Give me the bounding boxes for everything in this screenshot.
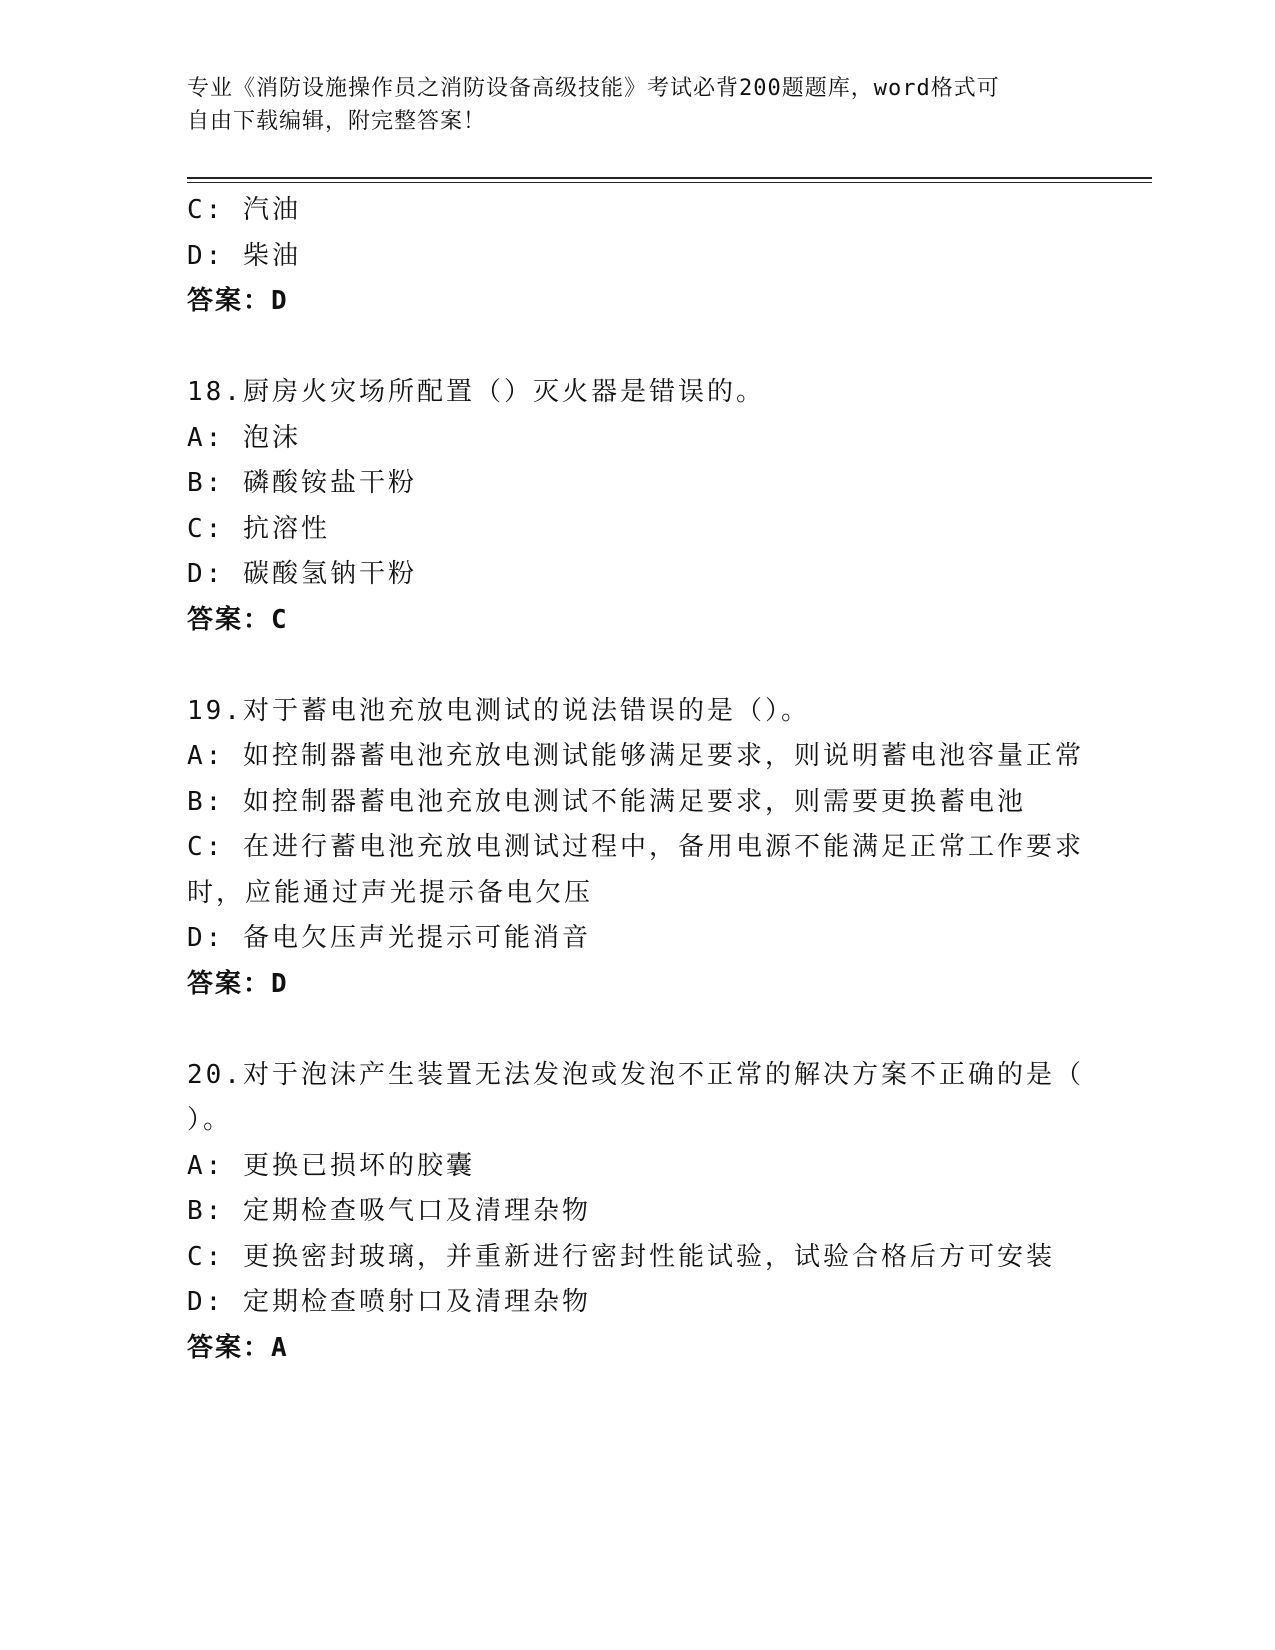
question-title: 18.厨房火灾场所配置（）灭火器是错误的。 — [187, 377, 765, 407]
option-c-continued: 时，应能通过声光提示备电欠压 — [187, 877, 594, 908]
option-c: C: 抗溶性 — [187, 513, 330, 544]
page-header — [187, 72, 1067, 138]
question-19 — [187, 689, 1087, 1008]
spacer — [187, 325, 1087, 371]
option-c: C: 汽油 — [187, 195, 301, 225]
answer-line: 答案：C — [187, 604, 289, 635]
answer-line: 答案：D — [187, 968, 289, 999]
question-title-continued: ）。 — [187, 1105, 233, 1135]
question-18 — [187, 370, 1087, 643]
header-divider-thick — [187, 177, 1152, 179]
option-d: D: 定期检查喷射口及清理杂物 — [187, 1287, 591, 1317]
spacer — [187, 643, 1087, 689]
option-b: B: 如控制器蓄电池充放电测试不能满足要求，则需要更换蓄电池 — [187, 786, 1026, 817]
answer-line: 答案：A — [187, 1332, 289, 1363]
option-d: D: 柴油 — [187, 240, 301, 271]
question-title: 19.对于蓄电池充放电测试的说法错误的是（）。 — [187, 695, 810, 726]
question-list — [187, 188, 1087, 1371]
header-line-1: 专业《消防设施操作员之消防设备高级技能》考试必背200题题库，word格式可 — [187, 76, 1000, 101]
answer-line: 答案：D — [187, 286, 289, 316]
question-17-tail — [187, 188, 1087, 325]
header-line-2: 自由下载编辑，附完整答案！ — [187, 109, 487, 134]
option-b: B: 定期检查吸气口及清理杂物 — [187, 1196, 591, 1226]
option-b: B: 磷酸铵盐干粉 — [187, 468, 417, 498]
spacer — [187, 1007, 1087, 1053]
option-d: D: 碳酸氢钠干粉 — [187, 559, 417, 589]
option-d: D: 备电欠压声光提示可能消音 — [187, 923, 591, 953]
option-a: A: 如控制器蓄电池充放电测试能够满足要求，则说明蓄电池容量正常 — [187, 741, 1084, 771]
header-divider-thin — [187, 182, 1152, 183]
option-a: A: 泡沫 — [187, 422, 301, 453]
question-title: 20.对于泡沫产生装置无法发泡或发泡不正常的解决方案不正确的是（ — [187, 1059, 1084, 1090]
option-c: C: 更换密封玻璃，并重新进行密封性能试验，试验合格后方可安装 — [187, 1241, 1055, 1272]
option-c: C: 在进行蓄电池充放电测试过程中，备用电源不能满足正常工作要求 — [187, 832, 1084, 862]
option-a: A: 更换已损坏的胶囊 — [187, 1150, 475, 1181]
question-20 — [187, 1053, 1087, 1372]
